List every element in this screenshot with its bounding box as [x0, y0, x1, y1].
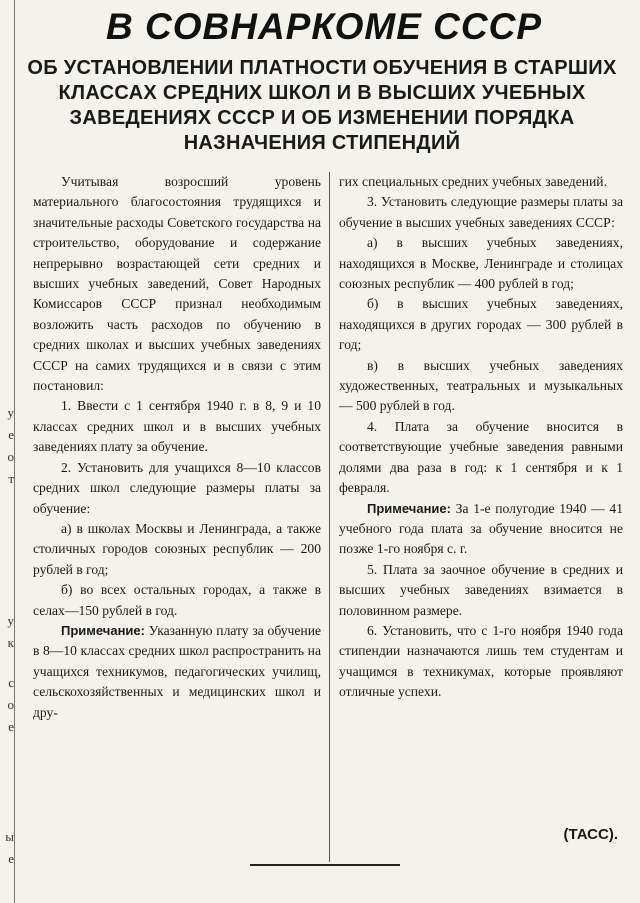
edge-fragment: е [8, 427, 14, 442]
clause-3: 3. Установить следующие размеры платы за обучение в высших учебных заведениях СССР: [339, 194, 623, 230]
intro-paragraph: Учитывая возросший уровень материального благосостояния трудящихся и значительные расходы Советского государства на строительство, оборудование и содержание непрерывно возрастающей сети средних и высших учебных заведений, Совет Народных Комиссаров СССР признал необходимым возложить часть расходов по обучению в средних школах и высших учебных заведениях СССР на самих трудящихся и в связи с этим постановил: [33, 174, 321, 394]
note-text: Указанную плату за обучение в 8—10 классах средних школ распространить на учащихся техникумов, педагогических училищ, сельскохозяйственных и медицинских школ и дру- [33, 622, 321, 720]
note-label: Примечание: [61, 622, 145, 638]
headline: В СОВНАРКОМЕ СССР [106, 6, 542, 47]
source-attribution: (ТАСС). [563, 826, 618, 843]
note-label: Примечание: [367, 500, 451, 516]
clause-5: 5. Плата за заочное обучение в средних и высших учебных заведениях взимается в половинном размере. [339, 561, 623, 618]
note-right [339, 499, 623, 560]
clause-4: 4. Плата за обучение вносится в соответствующие учебные заведения равными долями два раза в год: к 1 сентября и к 1 февраля. [339, 418, 623, 496]
clause-3b: б) в высших учебных заведениях, находящихся в других городах — 300 рублей в год; [339, 296, 623, 353]
edge-fragment: е [8, 851, 14, 866]
clause-2: 2. Установить для учащихся 8—10 классов средних школ следующие размеры платы за обучение: [33, 459, 321, 516]
note-text: За 1-е полугодие 1940 — 41 учебного года плата за обучение вносится не позже 1-го ноября с. г. [339, 500, 623, 557]
clause-6: 6. Установить, что с 1-го ноября 1940 года стипендии назначаются лишь тем студентам и учащимся в техникумах, которые проявляют отличные успехи. [339, 622, 623, 700]
edge-fragment: о [7, 697, 14, 712]
left-column [33, 172, 321, 723]
edge-fragment: у [7, 613, 14, 628]
edge-fragment: у [7, 405, 14, 420]
edge-fragment: о [7, 449, 14, 464]
edge-fragment: с [8, 675, 14, 690]
clause-2a: а) в школах Москвы и Ленинграда, а также столичных городов союзных республик — 200 рублей в год; [33, 520, 321, 577]
edge-fragment: е [8, 719, 14, 734]
right-column [339, 172, 623, 703]
edge-fragment: ы [5, 829, 14, 844]
clause-1: 1. Ввести с 1 сентября 1940 г. в 8, 9 и 10 классах средних школ и в высших учебных заведениях плату за обучение. [33, 398, 321, 455]
clause-3a: а) в высших учебных заведениях, находящихся в Москве, Ленинграде и столицах союзных республик — 400 рублей в год; [339, 235, 623, 292]
note-left [33, 621, 321, 723]
article-title: ОБ УСТАНОВЛЕНИИ ПЛАТНОСТИ ОБУЧЕНИЯ В СТАРШИХ КЛАССАХ СРЕДНИХ ШКОЛ И В ВЫСШИХ УЧЕБНЫХ ЗАВЕДЕНИЯХ СССР И ОБ ИЗМЕНЕНИИ ПОРЯДКА НАЗНАЧЕНИЯ СТИПЕНДИЙ [27, 57, 617, 154]
clause-2b: б) во всех остальных городах, а также в селах—150 рублей в год. [33, 582, 321, 618]
continued-text: гих специальных средних учебных заведений. [339, 174, 607, 189]
edge-fragment: к [7, 635, 14, 650]
column-divider [329, 172, 330, 862]
clause-3c: в) в высших учебных заведениях художественных, театральных и музыкальных — 500 рублей в год. [339, 357, 623, 414]
end-rule [250, 864, 400, 866]
edge-fragment: т [8, 471, 14, 486]
